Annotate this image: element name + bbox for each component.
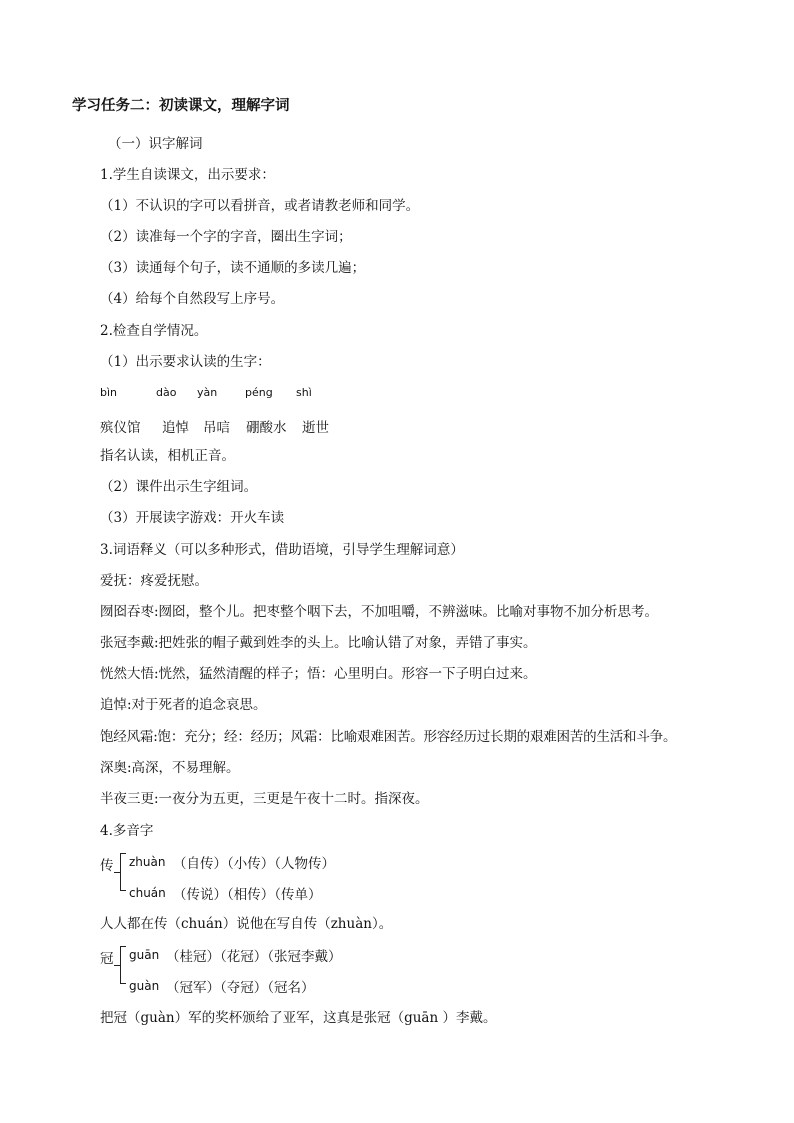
example-sentence: 人人都在传（chuán）说他在写自传（zhuàn）。 <box>100 916 393 932</box>
pinyin-label: bìn <box>100 386 118 399</box>
definition: 爱抚：疼爱抚慰。 <box>100 573 208 589</box>
definition: 深奥:高深，不易理解。 <box>100 760 240 776</box>
new-word: 硼酸水 <box>246 420 287 436</box>
example-sentence: 把冠（guàn）军的奖杯颁给了亚军，这真是张冠（guān ）李戴。 <box>100 1010 497 1026</box>
step-heading: 3.词语释义（可以多种形式，借助语境，引导学生理解词意） <box>100 542 464 558</box>
pinyin-label: shì <box>296 386 312 399</box>
definition: 半夜三更:一夜分为五更，三更是午夜十二时。指深夜。 <box>100 791 429 807</box>
pinyin-label: dào <box>156 386 177 399</box>
pinyin-label: yàn <box>197 386 218 399</box>
definition: 恍然大悟:恍然，猛然清醒的样子；悟：心里明白。形容一下子明白过来。 <box>100 666 537 682</box>
new-word: 吊唁 <box>203 420 230 436</box>
page-title: 学习任务二：初读课文，理解字词 <box>72 97 290 114</box>
pinyin-label: guàn <box>129 979 160 993</box>
word-list: （自传）（小传）（人物传） <box>173 856 335 872</box>
list-item: （3）读通每个句子，读不通顺的多读几遍； <box>100 260 366 276</box>
new-word: 追悼 <box>162 420 189 436</box>
polyphone-char: 传 <box>100 858 114 874</box>
step-heading: 4.多音字 <box>100 823 154 839</box>
definition: 张冠李戴:把姓张的帽子戴到姓李的头上。比喻认错了对象，弄错了事实。 <box>100 635 537 651</box>
new-word: 殡仪馆 <box>100 420 141 436</box>
brace-symbol <box>120 946 128 984</box>
step-heading: 1.学生自读课文，出示要求： <box>100 167 275 183</box>
word-list: （冠军）（夺冠）（冠名） <box>166 980 315 996</box>
list-item: （1）不认识的字可以看拼音，或者请教老师和同学。 <box>100 198 420 214</box>
list-item: （2）课件出示生字组词。 <box>100 479 258 495</box>
pinyin-label: chuán <box>129 886 166 900</box>
pinyin-label: zhuàn <box>129 855 166 869</box>
definition: 追悼:对于死者的追念哀思。 <box>100 697 267 713</box>
word-list: （传说）（相传）（传单） <box>173 887 322 903</box>
list-item: （2）读准每一个字的字音，圈出生字词； <box>100 229 352 245</box>
paragraph: 指名认读，相机正音。 <box>100 448 235 464</box>
polyphone-char: 冠 <box>100 951 114 967</box>
list-item: （4）给每个自然段写上序号。 <box>100 291 285 307</box>
definition: 饱经风霜:饱：充分；经：经历；风霜：比喻艰难困苦。形容经历过长期的艰难困苦的生活和斗争。 <box>100 729 677 745</box>
pinyin-label: guān <box>129 948 160 962</box>
list-item: （3）开展读字游戏：开火车读 <box>100 510 285 526</box>
new-word: 逝世 <box>302 420 329 436</box>
brace-symbol <box>120 853 128 891</box>
section-heading: （一）识字解词 <box>108 136 203 152</box>
definition: 囫囵吞枣:囫囵，整个儿。把枣整个咽下去，不加咀嚼，不辨滋味。比喻对事物不加分析思考。 <box>100 604 659 620</box>
list-item: （1）出示要求认读的生字： <box>100 354 271 370</box>
pinyin-label: péng <box>245 386 273 399</box>
word-list: （桂冠）（花冠）（张冠李戴） <box>166 949 342 965</box>
step-heading: 2.检查自学情况。 <box>100 323 208 339</box>
